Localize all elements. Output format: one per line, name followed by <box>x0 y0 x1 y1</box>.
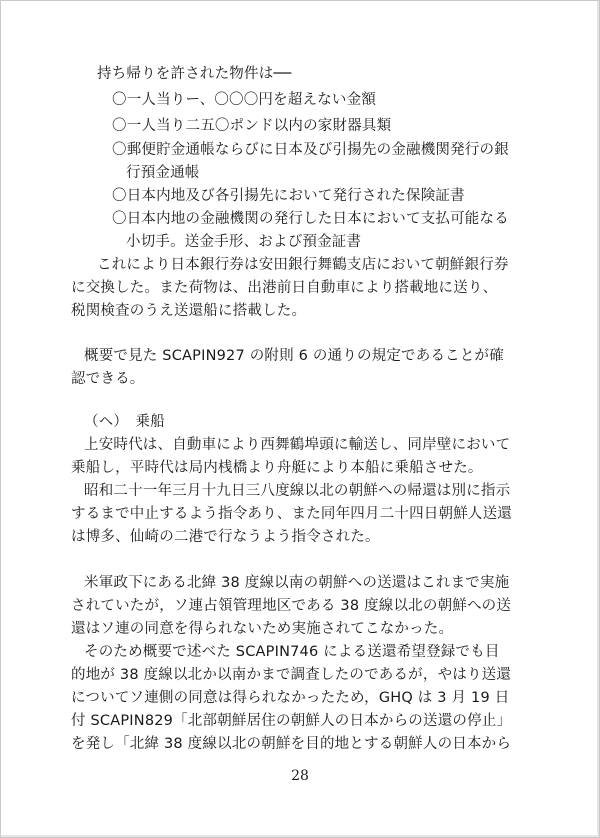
text-line: これにより日本銀行券は安田銀行舞鶴支店において朝鮮銀行券 <box>97 257 509 273</box>
text-line: 認できる。 <box>71 371 145 387</box>
text-line: 税関検査のうえ送還船に搭載した。 <box>71 303 307 319</box>
text-line: するまで中止するよう指令あり、また同年四月二十四日朝鮮人送還 <box>71 506 512 522</box>
text-line: そのため概要で述べた SCAPIN746 による送還希望登録でも目 <box>84 644 500 660</box>
text-line: についてソ連側の同意は得られなかったため，GHQ は 3 月 19 日 <box>71 690 510 706</box>
list-item: 〇日本内地及び各引揚先において発行された保険証書 <box>112 188 465 204</box>
text-line: を発し「北緯 38 度線以北の朝鮮を目的地とする朝鮮人の日本から <box>71 736 512 752</box>
text-line: 米軍政下にある北緯 38 度線以南の朝鮮への送還はこれまで実施 <box>84 575 510 591</box>
text-line: 上安時代は、自動車により西舞鶴埠頭に輸送し、同岸壁において <box>84 437 511 453</box>
text-line: されていたが，ソ連占領管理地区である 38 度線以北の朝鮮への送 <box>71 598 512 614</box>
text-line: は博多、仙崎の二港で行なうよう指令された。 <box>71 529 380 545</box>
text-line: 付 SCAPIN829「北部朝鮮居住の朝鮮人の日本からの送還の停止」 <box>71 713 512 729</box>
list-item: 〇一人当り二五〇ポンド以内の家財器具類 <box>112 118 392 134</box>
text-line: 昭和二十一年三月十九日三八度線以北の朝鮮への帰還は別に指示 <box>84 483 511 499</box>
list-item-continuation: 行預金通帳 <box>126 165 200 181</box>
text-line: 的地が 38 度線以北か以南かまで調査したのであるが，やはり送還 <box>71 667 512 683</box>
text-line: 持ち帰りを許された物件は── <box>97 66 292 82</box>
list-item: 〇日本内地の金融機関の発行した日本において支払可能なる <box>112 211 509 227</box>
text-line: に交換した。また荷物は、出港前日自動車により搭載地に送り、 <box>71 280 498 296</box>
page-number: 28 <box>291 768 309 784</box>
text-line: 乗船し，平時代は局内桟橋より舟艇により本船に乗船させた。 <box>71 460 483 476</box>
list-item: 〇一人当りー、〇〇〇円を超えない金額 <box>112 92 377 108</box>
list-item: 〇郵便貯金通帳ならびに日本及び引揚先の金融機関発行の銀 <box>112 142 509 158</box>
section-heading: （ヘ） 乗船 <box>84 414 165 430</box>
list-item-continuation: 小切手。送金手形、および預金証書 <box>126 234 362 250</box>
text-line: 還はソ連の同意を得られないため実施されてこなかった。 <box>71 621 454 637</box>
text-line: 概要で見た SCAPIN927 の附則 6 の通りの規定であることが確 <box>84 348 504 364</box>
